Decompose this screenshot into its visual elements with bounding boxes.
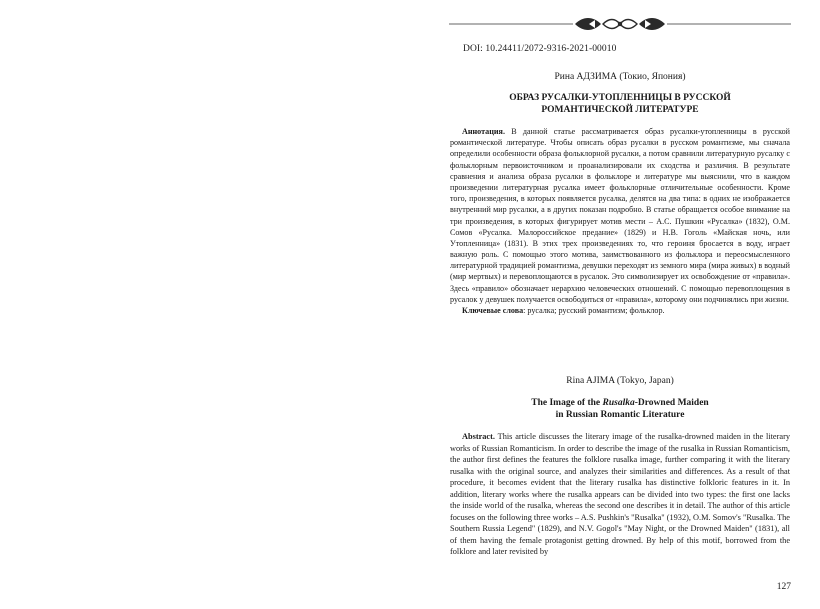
en-author: Rina AJIMA (Tokyo, Japan) — [566, 376, 674, 386]
doi-line: DOI: 10.24411/2072-9316-2021-00010 — [463, 44, 617, 54]
ru-keywords-text: : русалка; русский романтизм; фольклор. — [523, 306, 665, 315]
en-abstract — [450, 431, 790, 558]
ornament-divider-icon — [443, 14, 797, 34]
ru-title — [453, 92, 787, 116]
en-abstract-text: This article discusses the literary image of the rusalka-drowned maiden in the literary works of Russian Romanticism. In order to describe the image of the rusalka in Russian Romanticism, the author first defines the features the folklore rusalka image, further comparing it with the literary rusalka with the original source, and analyzes their similarities and differences. As a result of that procedure, it becomes evident that the literary rusalka has distinctive folkloric features in it. In addition, literary works where the rusalka appears can be divided into two types: the first one lacks the inside world of the rusalka, whereas the second one describes it in detail. The author of this article focuses on the following three works – A.S. Pushkin's "Rusalka" (1932), O.M. Somov's "Rusalka. The Southern Russia Legend" (1829), and N.V. Gogol's "May Night, or the Drowned Maiden" (1831), all of them having the female protagonist getting drowned. By help of this motif, borrowed from the folklore and later revisited by — [450, 432, 790, 556]
ru-abstract-label: Аннотация. — [462, 127, 505, 136]
ru-author: Рина АДЗИМА (Токио, Япония) — [554, 72, 686, 82]
ru-title-line2: РОМАНТИЧЕСКОЙ ЛИТЕРАТУРЕ — [541, 105, 699, 115]
en-title — [453, 397, 787, 421]
journal-page — [443, 0, 797, 609]
ru-abstract — [450, 126, 790, 316]
en-title-line1: The Image of the Rusalka-Drowned Maiden — [531, 398, 709, 408]
ru-keywords-label: Ключевые слова — [462, 306, 524, 315]
page-number: 127 — [776, 582, 791, 592]
en-abstract-label: Abstract. — [462, 432, 495, 441]
ru-title-line1: ОБРАЗ РУСАЛКИ-УТОПЛЕННИЦЫ В РУССКОЙ — [509, 93, 731, 103]
ru-abstract-text: В данной статье рассматривается образ русалки-утопленницы в русской романтической литературе. Чтобы описать образ русалки в русском романтизме, мы сначала определили особенности образа фольклорной русалки, а потом сравнили литературную русалку с фольклорным первоисточником и проанализировали их сходства и различия. В результате сравнения и анализа образа русалки в фольклоре и литературе мы выяснили, что в каждом произведении литературная русалка имеет фольклорные отличительные особенности. Кроме того, произведения, в которых появляется русалка, делятся на два типа: в одних не изображается внутренний мир русалки, а в других показан подробно. В статье обращается особое внимание на три произведения, в которых фигурирует мотив мести – А.С. Пушкин «Русалка» (1832), О.М. Сомов «Русалка. Малороссийское предание» (1829) и Н.В. Гоголь «Майская ночь, или Утопленница» (1831). В этих трех произведениях то, что героиня бросается в воду, играет важную роль. С помощью этого мотива, заимствованного из фольклора и переосмысленного литературной традицией романтизма, девушки переходят из земного мира (мира живых) в водный (мир мертвых) и перевоплощаются в русалок. Это символизирует их освобождение от «правила». Здесь «правило» обозначает нерархию человеческих отношений. С помощью перевоплощения в русалок у девушек получается освободиться от «правила», которому они подчинялись при жизни. — [450, 127, 790, 304]
en-title-line2: in Russian Romantic Literature — [555, 410, 685, 420]
